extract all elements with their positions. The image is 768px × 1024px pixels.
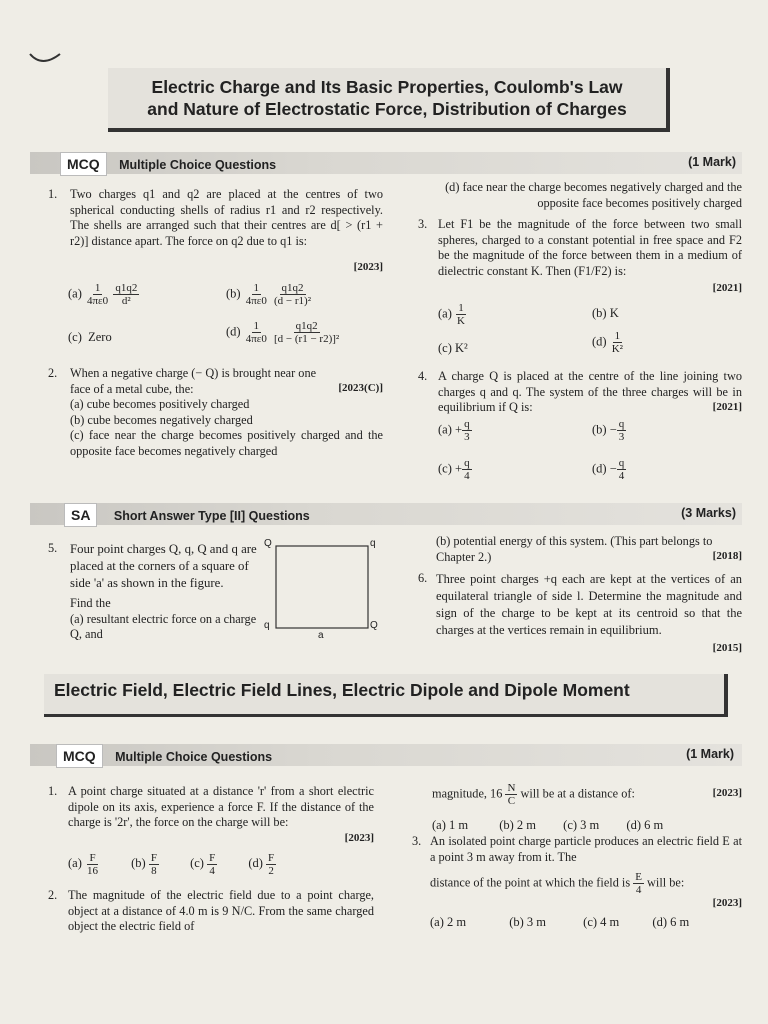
fig-label-bl: q [264, 620, 270, 631]
question-text: Four point charges Q, q, Q and q are placed at the corners of a square of side 'a' as shown in the figure. [70, 542, 257, 590]
fraction [617, 457, 627, 482]
fraction [272, 320, 341, 345]
fraction [207, 852, 217, 877]
numerator: E [635, 871, 642, 883]
fraction [85, 282, 110, 307]
option-label: (b) [131, 856, 146, 871]
q1-option-c [68, 330, 112, 345]
question-text: The magnitude of the electric field due to a point charge, object at a distance of 4.0 m is 9 N/C. From the same charged object the electric field of [68, 888, 374, 933]
fig-label-tr: q [370, 538, 376, 549]
fig-label-br: Q [370, 620, 378, 631]
question-text: An isolated point charge particle produces an electric field E at a point 3 m away from it. The [430, 834, 742, 864]
fraction [455, 302, 467, 327]
fig-label-side: a [318, 630, 324, 641]
year-tag: [2023] [344, 832, 374, 844]
numerator: F [89, 852, 96, 864]
numerator: F [268, 852, 275, 864]
fraction [113, 282, 139, 307]
numerator: 1 [458, 302, 464, 314]
mcq-header-bar [30, 152, 742, 174]
p1-option-b [131, 852, 159, 877]
marks-label: (1 Mark) [686, 747, 734, 761]
question-text: A point charge situated at a distance 'r' from a short electric dipole on its axis, experience a force F. If the distance of the charge is '2r', the force on the charge will be: [68, 784, 374, 829]
denominator: 16 [87, 865, 98, 877]
q5-part-a: (a) resultant electric force on a charge Q, and [70, 611, 257, 641]
q1-option-a [68, 282, 139, 307]
question-number: 4. [418, 369, 428, 383]
sa-label: Short Answer Type [II] Questions [113, 509, 310, 523]
mcq-header-bar-2 [30, 744, 742, 766]
p1-option-c [190, 852, 217, 877]
p3-option-d: (d) 6 m [652, 915, 690, 929]
continued-text: magnitude, 16 [432, 786, 503, 801]
question-2-1 [48, 784, 374, 844]
q2-option-b: (b) cube becomes negatively charged [70, 412, 253, 427]
fraction [610, 330, 625, 355]
p1-option-a [68, 852, 100, 877]
numerator: F [209, 852, 216, 864]
q3-option-b: (b) K [592, 306, 619, 320]
numerator: q1q2 [295, 320, 318, 332]
denominator: 2 [268, 865, 274, 877]
question-number: 3. [418, 217, 428, 231]
q3-option-c: (c) K² [438, 341, 468, 355]
continued-text-2: will be at a distance of: [520, 786, 635, 801]
p3-option-a: (a) 2 m [430, 915, 467, 929]
fig-label-tl: Q [264, 538, 272, 549]
question-2-3 [412, 834, 742, 909]
q3-option-d [592, 330, 625, 355]
question-number: 2. [48, 366, 58, 380]
q4-option-c [438, 457, 472, 482]
part-text: (b) potential energy of this system. (This part belongs to Chapter 2.) [436, 534, 713, 564]
q2-option-d: (d) face near the charge becomes negatively charged and the opposite face becomes positively charged [445, 180, 742, 210]
q2-option-a: (a) cube becomes positively charged [70, 397, 250, 411]
q1-option-b [226, 282, 313, 307]
question-number: 2. [48, 888, 58, 902]
question-text: Let F1 be the magnitude of the force between two small spheres, charged to a constant potential in free space and F2 be the magnitude of the force between them in a medium of dielectric constant K. Then (F1/F2) is: [438, 217, 742, 278]
question-1 [48, 187, 383, 273]
denominator: 4πε0 [245, 295, 267, 307]
text-part: will be: [647, 875, 685, 890]
year-tag: [2023] [353, 261, 383, 273]
question-3 [418, 217, 742, 294]
numerator: q [464, 418, 470, 430]
question-text: When a negative charge (− Q) is brought near one face of a metal cube, the: [70, 366, 317, 396]
p3-option-b: (b) 3 m [509, 915, 547, 929]
option-text: Zero [88, 330, 112, 344]
denominator: d² [121, 295, 131, 307]
question-6 [418, 571, 742, 654]
fraction [617, 418, 627, 443]
numerator: q [464, 457, 470, 469]
fraction [462, 457, 472, 482]
section-title-2: Electric Field, Electric Field Lines, Electric Dipole and Dipole Moment [54, 680, 630, 700]
question-number: 5. [48, 541, 58, 555]
option-label: (d) [248, 856, 263, 871]
pen-mark [28, 48, 64, 68]
fraction [244, 282, 269, 307]
mcq-badge: MCQ [60, 152, 107, 176]
numerator: F [150, 852, 157, 864]
fraction [266, 852, 276, 877]
numerator: q [618, 457, 625, 469]
p1-option-d [248, 852, 276, 877]
mcq-label: Multiple Choice Questions [119, 158, 277, 172]
question-number: 3. [412, 834, 422, 848]
option-label: (d) − [592, 461, 617, 476]
option-label: (c) [68, 330, 82, 344]
option-label: (c) + [438, 461, 463, 476]
q1-option-d [226, 320, 341, 345]
option-label: (c) [190, 856, 204, 871]
denominator: 3 [618, 431, 625, 443]
p2-continued [432, 782, 742, 807]
numerator: q1q2 [281, 282, 304, 294]
numerator: q1q2 [115, 282, 138, 294]
year-tag: [2021] [712, 282, 742, 294]
p2-option-a: (a) 1 m [432, 818, 469, 832]
option-label: (a) [438, 306, 452, 321]
section-title-line2: and Nature of Electrostatic Force, Distribution of Charges [147, 99, 627, 119]
denominator: K² [611, 343, 623, 355]
unit-fraction [505, 782, 517, 807]
text-part: distance of the point at which the field is [430, 875, 631, 890]
option-label: (b) [226, 286, 241, 301]
question-text: Three point charges +q each are kept at the vertices of an equilateral triangle of side l. Determine the magnitude and sign of the charge to be kept at its centroid so that the charges at the vertices remain in equilibrium. [436, 572, 742, 637]
p2-option-d: (d) 6 m [626, 818, 664, 832]
denominator: 4 [464, 470, 470, 482]
p2-option-c: (c) 3 m [563, 818, 600, 832]
option-label: (a) + [438, 422, 463, 437]
denominator: (d − r1)² [274, 295, 312, 307]
question-number: 1. [48, 187, 58, 201]
year-tag: [2023] [712, 787, 742, 799]
q2-option-c: (c) face near the charge becomes positively charged and the opposite face becomes negatively charged [70, 428, 383, 458]
marks-label: (1 Mark) [688, 155, 736, 169]
question-number: 1. [48, 784, 58, 798]
year-tag: [2023] [712, 897, 742, 909]
mcq-label: Multiple Choice Questions [115, 750, 273, 764]
year-tag: [2015] [712, 642, 742, 654]
p1-options [68, 852, 368, 877]
p3-option-c: (c) 4 m [583, 915, 620, 929]
sa-header-bar [30, 503, 742, 525]
mcq-badge: MCQ [56, 744, 103, 768]
q4-option-a [438, 418, 472, 443]
numerator: N [507, 782, 516, 794]
option-label: (a) [68, 856, 82, 871]
question-5 [48, 541, 258, 643]
p3-options [430, 915, 689, 930]
denominator: 8 [151, 865, 157, 877]
denominator: C [507, 795, 516, 807]
denominator: [d − (r1 − r2)]² [274, 333, 340, 345]
section-title-line1: Electric Charge and Its Basic Properties, Coulomb's Law [151, 77, 623, 97]
section-title-2-box [44, 674, 728, 717]
q4-option-d [592, 457, 626, 482]
numerator: 1 [253, 320, 260, 332]
question-2 [48, 366, 383, 459]
year-tag: [2018] [712, 550, 742, 562]
q4-option-b [592, 418, 626, 443]
question-text: A charge Q is placed at the centre of the line joining two charges q and q. The system of the three charges will be in equilibrium if Q is: [438, 369, 742, 414]
question-number: 6. [418, 571, 428, 585]
year-tag: [2021] [712, 401, 742, 413]
q3-option-a [438, 302, 467, 327]
sa-badge: SA [64, 503, 97, 527]
denominator: 4πε0 [245, 333, 267, 345]
p2-options [432, 818, 663, 833]
numerator: q [618, 418, 625, 430]
denominator: 4 [635, 884, 642, 896]
fraction [244, 320, 269, 345]
option-label: (a) [68, 286, 82, 301]
question-4 [418, 369, 742, 416]
denominator: 4πε0 [87, 295, 109, 307]
p2-option-b: (b) 2 m [499, 818, 537, 832]
numerator: 1 [614, 330, 621, 342]
question-2-2 [48, 888, 374, 935]
numerator: 1 [94, 282, 101, 294]
find-text: Find the [70, 596, 111, 610]
question-text: Two charges q1 and q2 are placed at the centres of two spherical conducting shells of radius r1 and r2 respectively. The shells are arranged such that their centres are d[ > (r1 + r2)] distance apart. The force on q2 due to q1 is: [70, 187, 383, 248]
fraction [85, 852, 100, 877]
option-label: (d) [592, 334, 607, 349]
question-text-2 [430, 871, 742, 896]
denominator: K [457, 315, 465, 327]
square-charges-figure [262, 538, 382, 638]
fraction [149, 852, 159, 877]
q5-part-b [436, 534, 742, 565]
section-title-box [108, 68, 670, 132]
denominator: 4 [618, 470, 625, 482]
option-label: (d) [226, 324, 241, 339]
fraction [633, 871, 644, 896]
numerator: 1 [253, 282, 260, 294]
denominator: 3 [464, 431, 470, 443]
fraction [462, 418, 472, 443]
marks-label: (3 Marks) [681, 506, 736, 520]
option-label: (b) − [592, 422, 617, 437]
year-tag: [2023(C)] [338, 382, 383, 394]
denominator: 4 [209, 865, 215, 877]
fraction [272, 282, 313, 307]
